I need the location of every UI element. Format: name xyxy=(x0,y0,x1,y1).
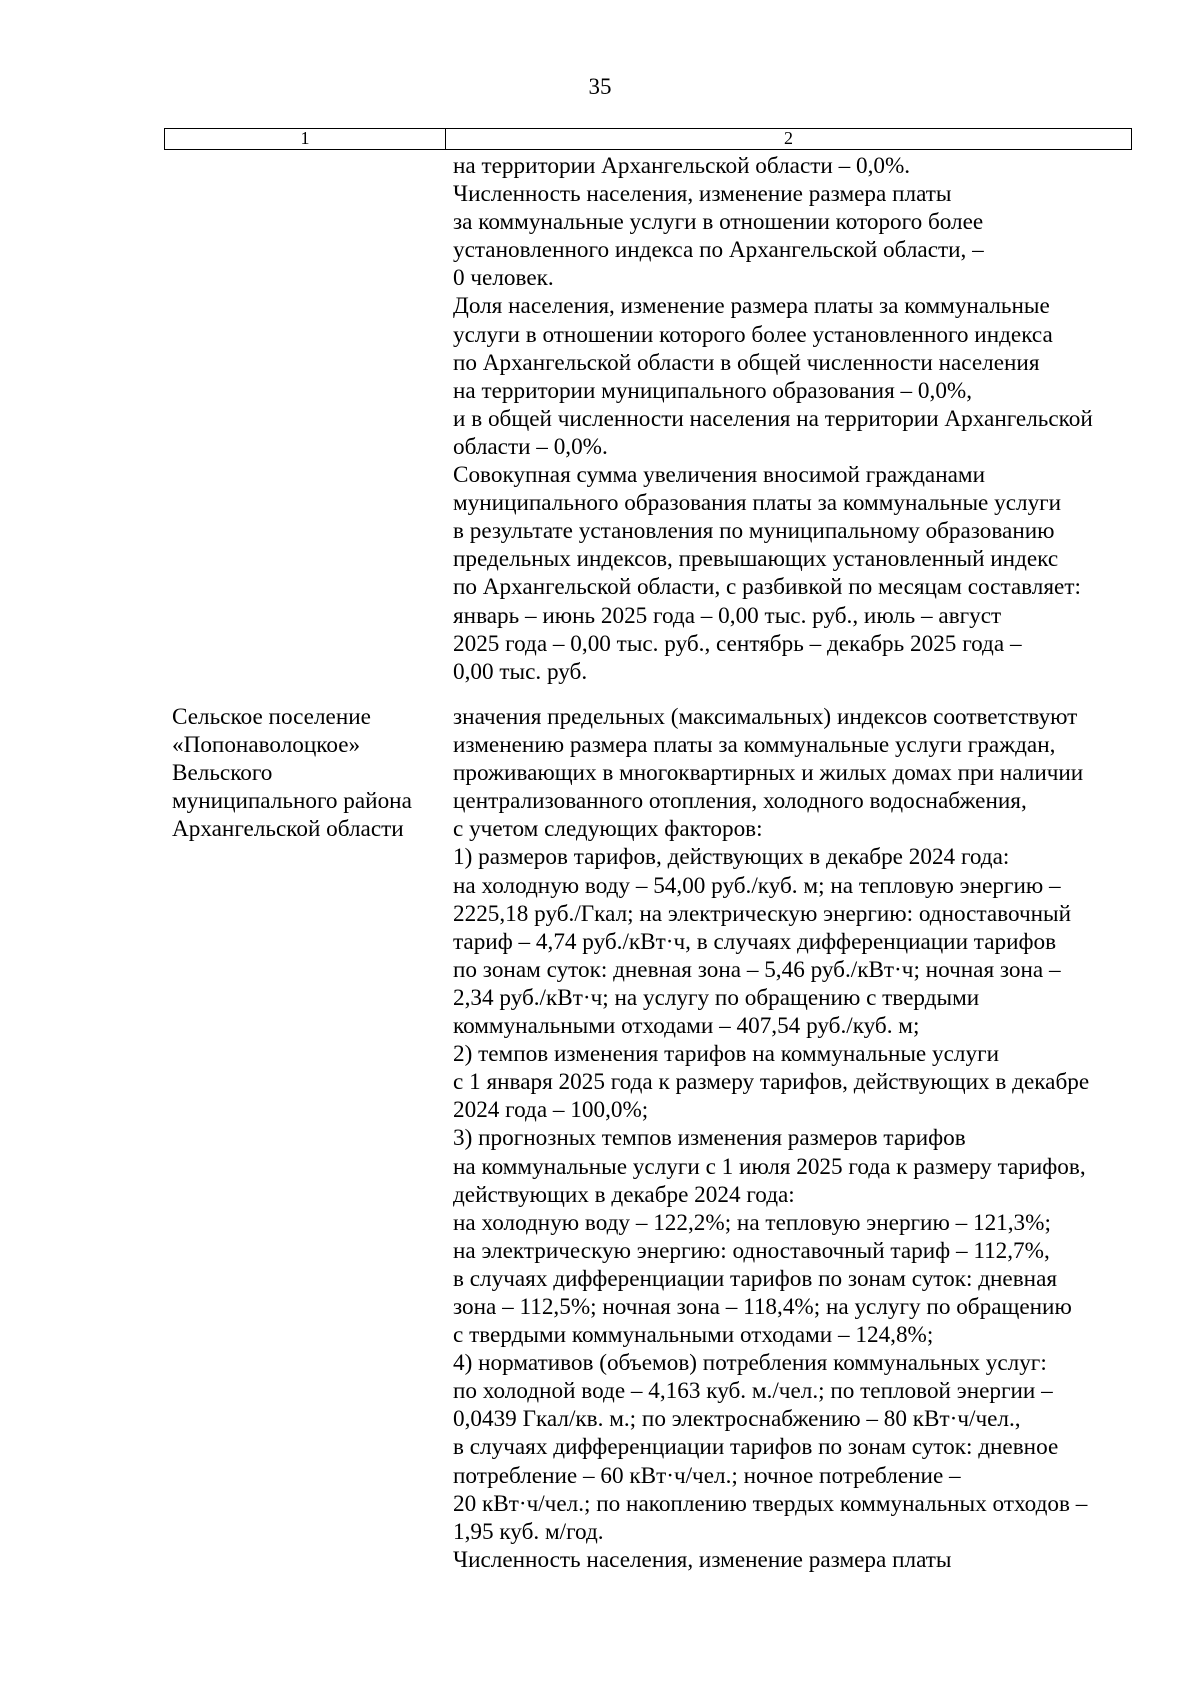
text-line: на электрическую энергию: одноставочный тариф – 112,7%, xyxy=(453,1237,1050,1264)
text-line: на холодную воду – 54,00 руб./куб. м; на тепловую энергию – xyxy=(453,872,1061,899)
text-line: 0,0439 Гкал/кв. м.; по электроснабжению – 80 кВт·ч/чел., xyxy=(453,1406,1021,1433)
text-line: 2,34 руб./кВт·ч; на услугу по обращению с твердыми xyxy=(453,984,980,1011)
text-line: на территории муниципального образования – 0,0%, xyxy=(453,377,973,404)
text-line: установленного индекса по Архангельской области, – xyxy=(453,237,984,264)
text-line: 2024 года – 100,0%; xyxy=(453,1097,649,1124)
text-line: за коммунальные услуги в отношении которого более xyxy=(453,209,984,236)
text-line: зона – 112,5%; ночная зона – 118,4%; на услугу по обращению xyxy=(453,1293,1072,1320)
text-line: централизованного отопления, холодного водоснабжения, xyxy=(453,788,1027,815)
text-line: 2225,18 руб./Гкал; на электрическую энергию: одноставочный xyxy=(453,900,1072,927)
text-line: Численность населения, изменение размера платы xyxy=(453,181,952,208)
text-line: Архангельской области xyxy=(172,816,404,843)
text-line: на коммунальные услуги с 1 июля 2025 года к размеру тарифов, xyxy=(453,1153,1086,1180)
text-line: с учетом следующих факторов: xyxy=(453,816,763,843)
text-line: Сельское поселение xyxy=(172,704,371,730)
text-line: коммунальными отходами – 407,54 руб./куб. м; xyxy=(453,1013,920,1040)
text-line: муниципального района xyxy=(172,788,412,815)
previous-municipality-text xyxy=(453,152,1143,686)
text-line: услуги в отношении которого более установленного индекса xyxy=(453,321,1053,348)
text-line: с твердыми коммунальными отходами – 124,8%; xyxy=(453,1322,934,1349)
text-line: 4) нормативов (объемов) потребления коммунальных услуг: xyxy=(453,1350,1047,1377)
text-line: в случаях дифференциации тарифов по зонам суток: дневное xyxy=(453,1434,1059,1461)
text-line: по Архангельской области, с разбивкой по месяцам составляет: xyxy=(453,574,1081,601)
text-line: 1,95 куб. м/год. xyxy=(453,1518,604,1545)
text-line: Доля населения, изменение размера платы за коммунальные xyxy=(453,293,1050,320)
text-line: Численность населения, изменение размера платы xyxy=(453,1546,952,1573)
text-line: и в общей численности населения на территории Архангельской xyxy=(453,405,1093,432)
text-line: 0,00 тыс. руб. xyxy=(453,658,588,685)
text-line: действующих в декабре 2024 года: xyxy=(453,1181,795,1208)
text-line: по зонам суток: дневная зона – 5,46 руб./кВт·ч; ночная зона – xyxy=(453,956,1061,983)
text-line: значения предельных (максимальных) индексов соответствуют xyxy=(453,704,1078,730)
tariff-index-text xyxy=(453,703,1143,1574)
text-line: муниципального образования платы за коммунальные услуги xyxy=(453,490,1062,517)
text-line: в случаях дифференциации тарифов по зонам суток: дневная xyxy=(453,1265,1058,1292)
municipality-name xyxy=(172,703,447,843)
text-line: «Попонаволоцкое» xyxy=(172,732,361,759)
text-line: 2) темпов изменения тарифов на коммунальные услуги xyxy=(453,1041,999,1068)
text-line: тариф – 4,74 руб./кВт·ч, в случаях дифференциации тарифов xyxy=(453,928,1057,955)
text-line: 2025 года – 0,00 тыс. руб., сентябрь – декабрь 2025 года – xyxy=(453,630,1022,657)
text-line: области – 0,0%. xyxy=(453,433,608,460)
text-line: проживающих в многоквартирных и жилых домах при наличии xyxy=(453,760,1084,787)
page-number: 35 xyxy=(588,74,612,99)
text-line: изменению размера платы за коммунальные услуги граждан, xyxy=(453,732,1056,759)
text-line: Совокупная сумма увеличения вносимой гражданами xyxy=(453,462,985,489)
text-line: на холодную воду – 122,2%; на тепловую энергию – 121,3%; xyxy=(453,1209,1051,1236)
text-line: на территории Архангельской области – 0,0%. xyxy=(453,153,911,179)
text-line: январь – июнь 2025 года – 0,00 тыс. руб., июль – август xyxy=(453,602,1002,629)
text-line: в результате установления по муниципальному образованию xyxy=(453,518,1055,545)
text-line: 20 кВт·ч/чел.; по накоплению твердых коммунальных отходов – xyxy=(453,1490,1088,1517)
text-line: 1) размеров тарифов, действующих в декабре 2024 года: xyxy=(453,844,1010,871)
table-header-col1: 1 xyxy=(165,129,446,149)
text-line: потребление – 60 кВт·ч/чел.; ночное потребление – xyxy=(453,1462,961,1489)
text-line: предельных индексов, превышающих установленный индекс xyxy=(453,546,1059,573)
text-line: 3) прогнозных темпов изменения размеров тарифов xyxy=(453,1125,966,1152)
text-line: Вельского xyxy=(172,760,273,787)
table-header-col2: 2 xyxy=(784,128,793,148)
text-line: по холодной воде – 4,163 куб. м./чел.; по тепловой энергии – xyxy=(453,1378,1053,1405)
text-line: по Архангельской области в общей численности населения xyxy=(453,349,1040,376)
text-line: 0 человек. xyxy=(453,265,554,292)
text-line: с 1 января 2025 года к размеру тарифов, действующих в декабре xyxy=(453,1069,1090,1096)
table-header-row xyxy=(164,128,1132,150)
